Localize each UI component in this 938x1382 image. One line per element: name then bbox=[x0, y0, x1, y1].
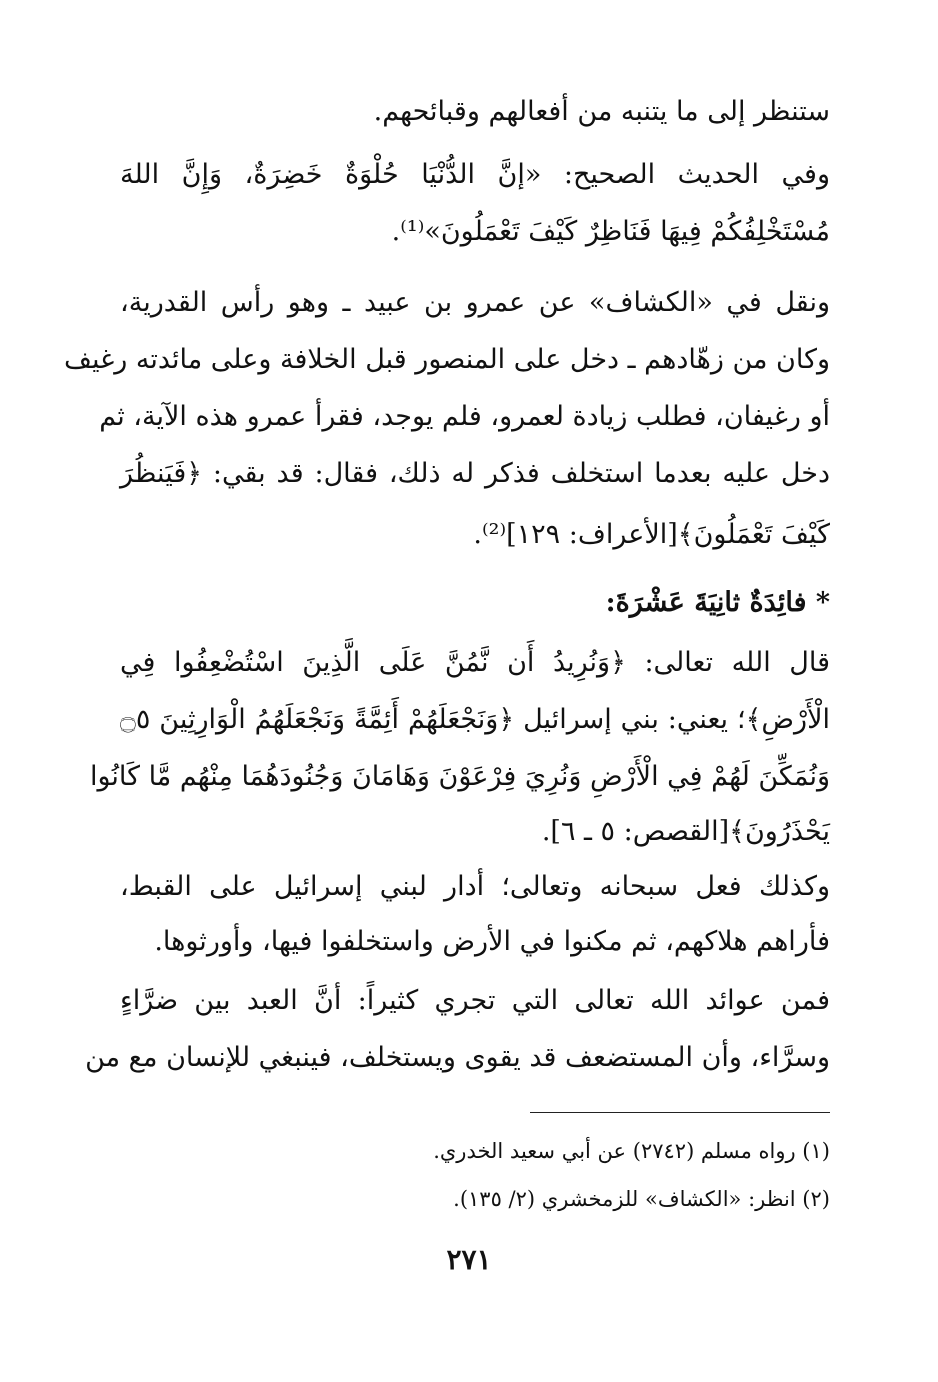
text-line: وكذلك فعل سبحانه وتعالى؛ أدار لبني إسرائيل على القبط، bbox=[120, 871, 830, 902]
text-line: قال الله تعالى: ﴿وَنُرِيدُ أَن نَّمُنَّ عَلَى الَّذِينَ اسْتُضْعِفُوا فِي bbox=[120, 647, 830, 678]
text-line: كَيْفَ تَعْمَلُونَ﴾[الأعراف: ١٢٩]⁽²⁾. bbox=[473, 519, 830, 550]
text-line: أو رغيفان، فطلب زيادة لعمرو، فلم يوجد، فقرأ عمرو هذه الآية، ثم bbox=[99, 401, 830, 432]
text-line: مُسْتَخْلِفُكُمْ فِيهَا فَنَاظِرٌ كَيْفَ تَعْمَلُونَ»⁽¹⁾. bbox=[391, 216, 830, 247]
text-line: وفي الحديث الصحيح: «إنَّ الدُّنْيَا حُلْوَةٌ خَضِرَةٌ، وَإِنَّ اللهَ bbox=[120, 159, 830, 190]
text-line: فمن عوائد الله تعالى التي تجري كثيراً: أنَّ العبد بين ضرَّاءٍ bbox=[120, 985, 830, 1016]
page-number: ٢٧١ bbox=[446, 1243, 492, 1276]
text-line: يَحْذَرُونَ﴾[القصص: ٥ ـ ٦]. bbox=[541, 816, 830, 847]
footnote-divider bbox=[530, 1112, 830, 1113]
footnote: (١) رواه مسلم (٢٧٤٢) عن أبي سعيد الخدري. bbox=[433, 1139, 830, 1163]
text-line: فأراهم هلاكهم، ثم مكنوا في الأرض واستخلفوا فيها، وأورثوها. bbox=[154, 926, 830, 957]
text-line: ونقل في «الكشاف» عن عمرو بن عبيد ـ وهو رأس القدرية، bbox=[120, 287, 830, 318]
text-line: دخل عليه بعدما استخلف فذكر له ذلك، فقال: قد بقي: ﴿فَيَنظُرَ bbox=[120, 458, 830, 489]
text-line: وكان من زهّادهم ـ دخل على المنصور قبل الخلافة وعلى مائدته رغيف bbox=[64, 344, 830, 375]
footnote: (٢) انظر: «الكشاف» للزمخشري (٢/ ١٣٥). bbox=[453, 1187, 830, 1211]
text-line: الْأَرْضِ﴾؛ يعني: بني إسرائيل ﴿وَنَجْعَلَهُمْ أَئِمَّةً وَنَجْعَلَهُمُ الْوَارِثِينَ ۝٥ bbox=[120, 704, 830, 735]
text-line: وَنُمَكِّنَ لَهُمْ فِي الْأَرْضِ وَنُرِيَ فِرْعَوْنَ وَهَامَانَ وَجُنُودَهُمَا مِنْهُم مَّا كَانُوا bbox=[89, 761, 830, 792]
text-line: وسرَّاء، وأن المستضعف قد يقوى ويستخلف، فينبغي للإنسان مع من bbox=[85, 1042, 830, 1073]
section-heading: * فائِدَةٌ ثانِيَةَ عَشْرَةَ: bbox=[605, 587, 830, 618]
text-line: ستنظر إلى ما يتنبه من أفعالهم وقبائحهم. bbox=[373, 96, 830, 127]
